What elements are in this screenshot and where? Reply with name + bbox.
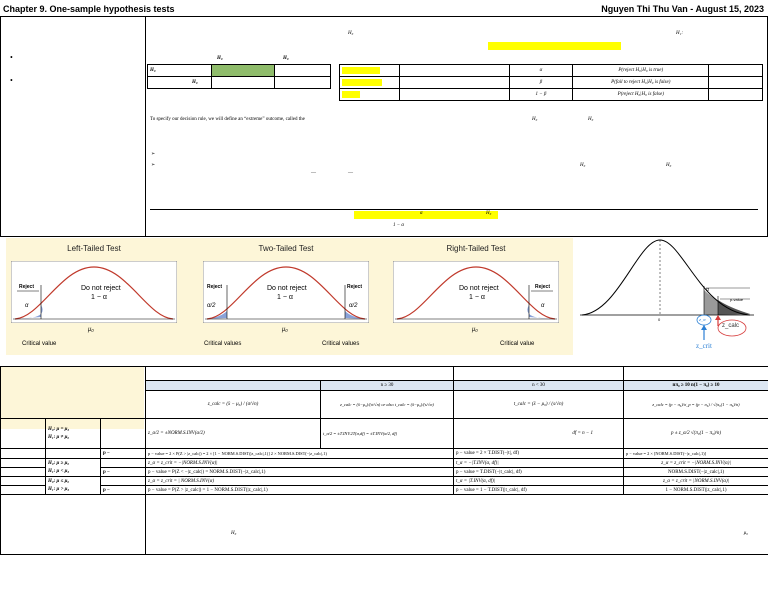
pv-label-right: p − [101,486,146,495]
right-tailed-curve [393,261,559,323]
table-cell [46,449,101,459]
row-left-hyp [46,459,101,477]
crit-t-two-sided: t_α/2 = ±T.INV.2T(α,df) = ±T.INV(α/2, df) [321,419,454,449]
decision-cell-green [211,65,275,77]
rule-h0-a: H₀ [532,117,538,122]
error-desc-alpha: P(reject H₀|H₀ is true) [573,65,709,77]
table-cell [454,367,624,381]
table-cell [101,459,146,468]
error-sym-alpha: α [509,65,573,77]
error-table [339,64,763,101]
df-two-sided: df = n − 1 [454,419,624,449]
decision-cell [275,65,331,77]
crit-z-left: z_α = z_crit = −|NORM.S.INV(α)| [146,459,454,468]
footer-mu0: μ₀ [743,531,749,536]
error-sym-power: 1 − β [509,89,573,101]
formula-table [0,366,768,555]
table-cell [1,449,46,459]
alpha-half-right: α/2 [349,303,358,309]
footer-h0: H₀ [231,531,237,536]
highlight-bar-alpha [354,211,498,219]
h1-two-sided: H₁: μ ≠ μ₀ [48,434,70,440]
pv-z-right: p − value = P(Z > |z_calc|) = 1 − NORM.S.DIST(|z_calc|,1) [146,486,454,495]
crit-p-left: z_α = z_crit = −|NORM.S.INV(α)| [624,459,768,468]
alpha-label: α [706,287,709,293]
zcalc-label: z_calc [722,323,740,329]
rule-h0-b: H₀ [588,117,594,122]
error-cell [709,65,763,77]
pv-p-right: 1 − NORM.S.DIST(|z_calc|,1) [624,486,768,495]
table-cell [146,381,321,391]
decision-row-1: H₀ [148,65,212,77]
two-tailed-panel [200,243,372,353]
zalpha-label: z_α [699,317,706,322]
bullet-2: • [10,76,13,85]
error-cell [399,89,509,101]
cond-n-large: n ≥ 30 [321,381,454,391]
crit-p-two-sided: p ± z_α/2 √(π₀(1 − π₀)/n) [624,419,768,449]
decision-cell [211,77,275,89]
table-cell [146,367,454,381]
plot-frame [11,261,177,323]
stat-p: z_calc = (p − π₀)/σ_p = (p − π₀) / √(π₀(1 − π₀)/n) [624,391,768,419]
critical-value-label: Critical value [22,341,57,347]
table-cell [1,468,46,477]
h0-two-sided: H₀: μ = μ₀ [48,426,70,432]
author-date: Nguyen Thi Thu Van - August 15, 2023 [601,4,764,14]
pv-label-two-sided: p − [101,449,146,459]
pv-label-left: p − [101,468,146,477]
pv-p-left: NORM.S.DIST(−|z_calc|,1) [624,468,768,477]
table-cell [1,391,146,419]
left-tailed-curve [11,261,177,323]
error-desc-power: P(reject H₀|H₀ is false) [573,89,709,101]
critical-values-right: Critical values [322,341,360,347]
decision-col-h1: H₀ [283,56,289,61]
cond-n-small: n < 30 [454,381,624,391]
critical-values-left: Critical values [204,341,242,347]
reject-label-right: Reject [347,284,363,290]
cond-proportion: nπ₀ ≥ 10 n(1 − π₀) ≥ 10 [624,381,768,391]
arrow-h0-b: H₀ [666,163,672,168]
h1-label: H₁: [676,31,684,36]
table-cell [101,477,146,486]
dash-1: — [311,171,316,176]
pv-z-left: p − value = P(Z < −|z_calc|) = NORM.S.DIST(−|z_calc|,1) [146,468,454,477]
crit-p-right: z_α = z_crit = |NORM.S.INV(α)| [624,477,768,486]
top-left-border [0,17,1,236]
footer-cell [146,495,768,555]
pv-t-left: p − value = T.DIST(−|t_calc|, df) [454,468,624,477]
zero-label: 0 [658,317,661,322]
panel-title: Right-Tailed Test [446,244,506,253]
decision-col-h0: H₀ [217,56,223,61]
reject-label: Reject [535,284,551,290]
h1-left: H₁: μ < μ₀ [48,468,70,474]
zcrit-label: z_crit [696,342,712,350]
confidence-label: 1 − α [469,294,485,301]
alpha-half-left: α/2 [207,303,216,309]
decision-rule-text: To specify our decision rule, we will define an “extreme” outcome, called the [150,117,305,122]
decision-row-2: H₀ [148,77,212,89]
crit-z-right: z_α = z_crit = | NORM.S.INV(α) [146,477,454,486]
h0-left: H₀: μ ≥ μ₀ [48,460,70,466]
error-cell [709,89,763,101]
plot-frame [203,261,369,323]
alpha-rule [150,209,758,210]
confidence-label: 1 − α [91,294,107,301]
critical-value-label: Critical value [500,341,535,347]
pvalue-diagram [578,236,760,360]
table-cell [624,367,768,381]
table-cell [1,495,146,555]
arrow-bullet-2: ➢ [151,163,156,168]
dash-2: — [348,171,353,176]
stat-z: z_calc = (x̄ − μ₀) / (σ/√n) [146,391,321,419]
table-cell [1,459,46,468]
highlight-bar-top [488,42,621,50]
table-cell [1,367,146,381]
table-cell [1,381,146,391]
table-cell [101,419,146,449]
chapter-title: Chapter 9. One-sample hypothesis tests [3,4,175,14]
row-right-hyp [46,477,101,495]
alpha-bar-h0: H₀ [486,211,492,216]
table-cell [1,486,46,495]
arrow-bullet-1: ➢ [151,152,156,157]
decision-cell [275,77,331,89]
error-highlight [342,67,380,74]
crit-z-two-sided: z_α/2 = ±NORM.S.INV(α/2) [146,419,321,449]
arrow-h0-a: H₀ [580,163,586,168]
pv-t-two-sided: p − value = 2 × T.DIST(−|t|, df) [454,449,624,459]
alpha-label: α [25,303,29,309]
top-divider [145,17,146,236]
left-tailed-panel [8,243,180,353]
do-not-reject-label: Do not reject [81,285,121,292]
h1-right: H₁: μ > μ₀ [48,486,70,492]
crit-t-left: t_α = −|T.INV(α, df)| [454,459,624,468]
right-tailed-panel [390,243,562,353]
table-cell [1,477,46,486]
bullet-1: • [10,53,13,62]
row-two-sided-hyp [46,419,101,449]
error-highlight [342,79,382,86]
table-cell [1,419,46,449]
error-highlight [342,91,360,98]
header-rule [0,16,768,17]
mu0-label: μ₀ [282,327,288,333]
error-cell [399,65,509,77]
reject-label: Reject [19,284,35,290]
do-not-reject-label: Do not reject [459,285,499,292]
error-sym-beta: β [509,77,573,89]
error-desc-beta: P(fail to reject H₀|H₀ is false) [573,77,709,89]
error-cell [399,77,509,89]
confidence-label: 1 − α [277,294,293,301]
h0-label: H₀ [348,31,354,36]
pv-z-two-sided: p − value = 2 × P(Z > |z_calc|) = 2 × [1 − NORM.S.DIST(|z_calc|,1)] 2 × NORM.S.DIST(−|z_calc|,1) [146,449,454,459]
stat-z-alt: z_calc = (x̄−μ₀)/(σ/√n) or also t_calc = (x̄−μ₀)/(s/√n) [321,391,454,419]
crit-t-right: t_α = |T.INV(α, df)| [454,477,624,486]
pv-p-two-sided: p − value = 2 × [NORM.S.DIST(−|z_calc|,1)] [624,449,768,459]
one-minus-alpha: 1 − α [393,223,404,228]
alpha-label: α [541,303,545,309]
mu0-label: μ₀ [472,327,478,333]
h0-right: H₀: μ ≤ μ₀ [48,478,70,484]
plot-frame [393,261,559,323]
decision-table [147,64,331,89]
stat-t: t_calc = (x̄ − μ₀) / (s/√n) [454,391,624,419]
pvalue-label: p-value [730,297,744,302]
reject-label-left: Reject [207,284,223,290]
panel-title: Two-Tailed Test [258,244,314,253]
panel-title: Left-Tailed Test [67,244,121,253]
two-tailed-curve [203,261,369,323]
do-not-reject-label: Do not reject [267,285,307,292]
error-cell [709,77,763,89]
alpha-bar-a: α [420,211,423,216]
mu0-label: μ₀ [88,327,94,333]
pv-t-right: p − value = 1 − T.DIST(|t_calc|, df) [454,486,624,495]
